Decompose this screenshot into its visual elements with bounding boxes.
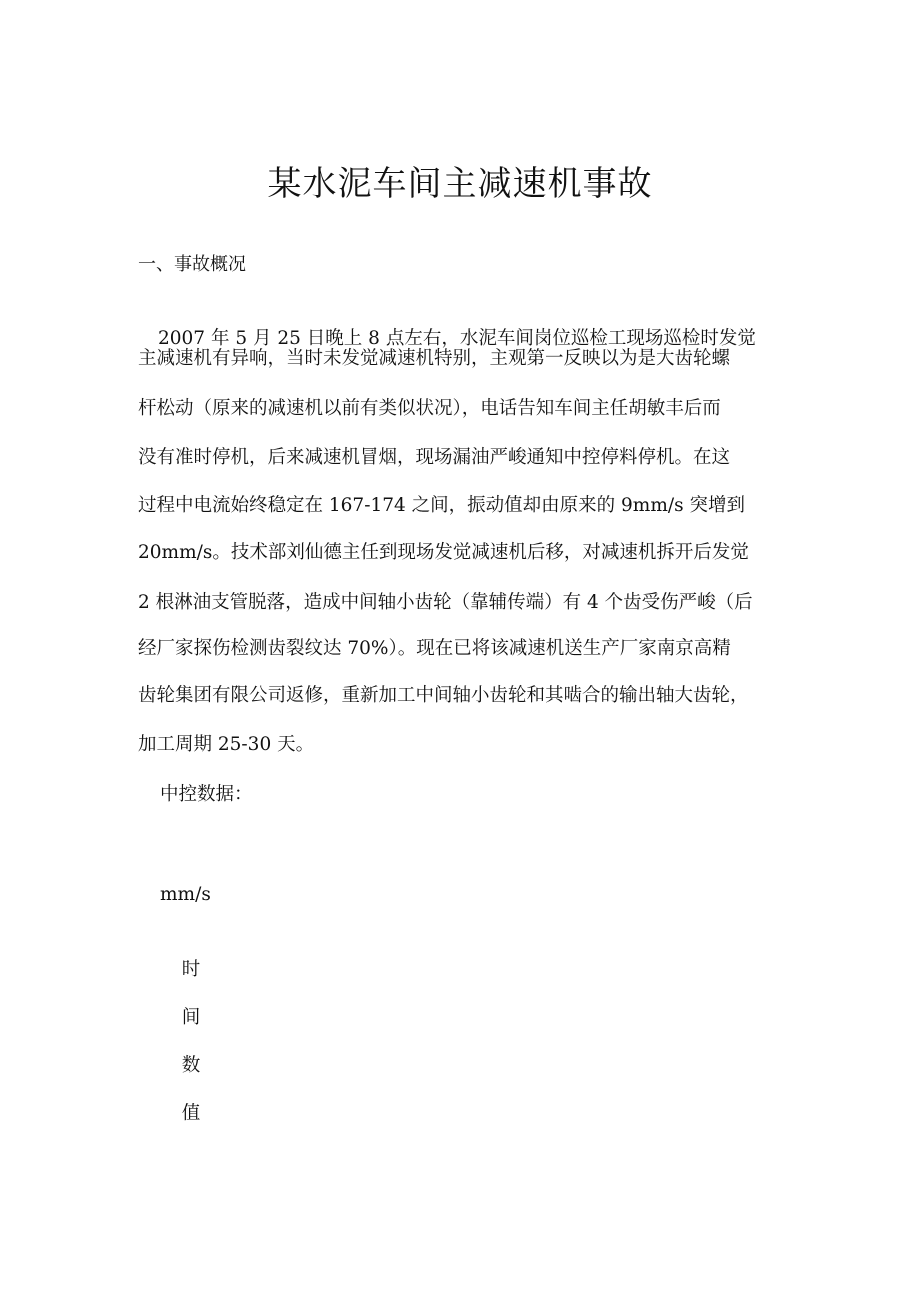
paragraph-line: 2 根淋油支管脱落，造成中间轴小齿轮（靠辅传端）有 4 个齿受伤严峻（后 [138,592,753,613]
section-heading: 一、事故概况 [138,254,246,275]
document-title: 某水泥车间主减速机事故 [267,164,653,204]
paragraph-line: 2007 年 5 月 25 日晚上 8 点左右，水泥车间岗位巡检工现场巡检时发觉 [158,328,756,349]
paragraph-line: 没有准时停机，后来减速机冒烟，现场漏油严峻通知中控停料停机。在这 [138,447,731,468]
chart-vertical-axis-label [178,946,204,1138]
chart-y-unit-label: mm/s [160,884,211,905]
axis-char: 间 [181,1007,201,1028]
paragraph-line: 杆松动（原来的减速机以前有类似状况），电话告知车间主任胡敏丰后而 [138,398,721,419]
paragraph-line: 经厂家探伤检测齿裂纹达 70%）。现在已将该减速机送生产厂家南京高精 [138,638,731,659]
paragraph-line: 过程中电流始终稳定在 167-174 之间，振动值却由原来的 9mm/s 突增到 [138,495,745,516]
paragraph-line: 主减速机有异响，当时未发觉减速机特别，主观第一反映以为是大齿轮螺 [138,348,731,369]
paragraph-line: 加工周期 25-30 天。 [138,734,315,755]
paragraph-line: 齿轮集团有限公司返修，重新加工中间轴小齿轮和其啮合的输出轴大齿轮， [138,685,749,706]
paragraph-line: 20mm/s。技术部刘仙德主任到现场发觉减速机后移，对减速机拆开后发觉 [138,542,749,563]
central-control-label: 中控数据： [160,784,253,805]
axis-char: 值 [181,1103,201,1124]
axis-char: 数 [181,1055,201,1076]
axis-char: 时 [181,959,201,980]
